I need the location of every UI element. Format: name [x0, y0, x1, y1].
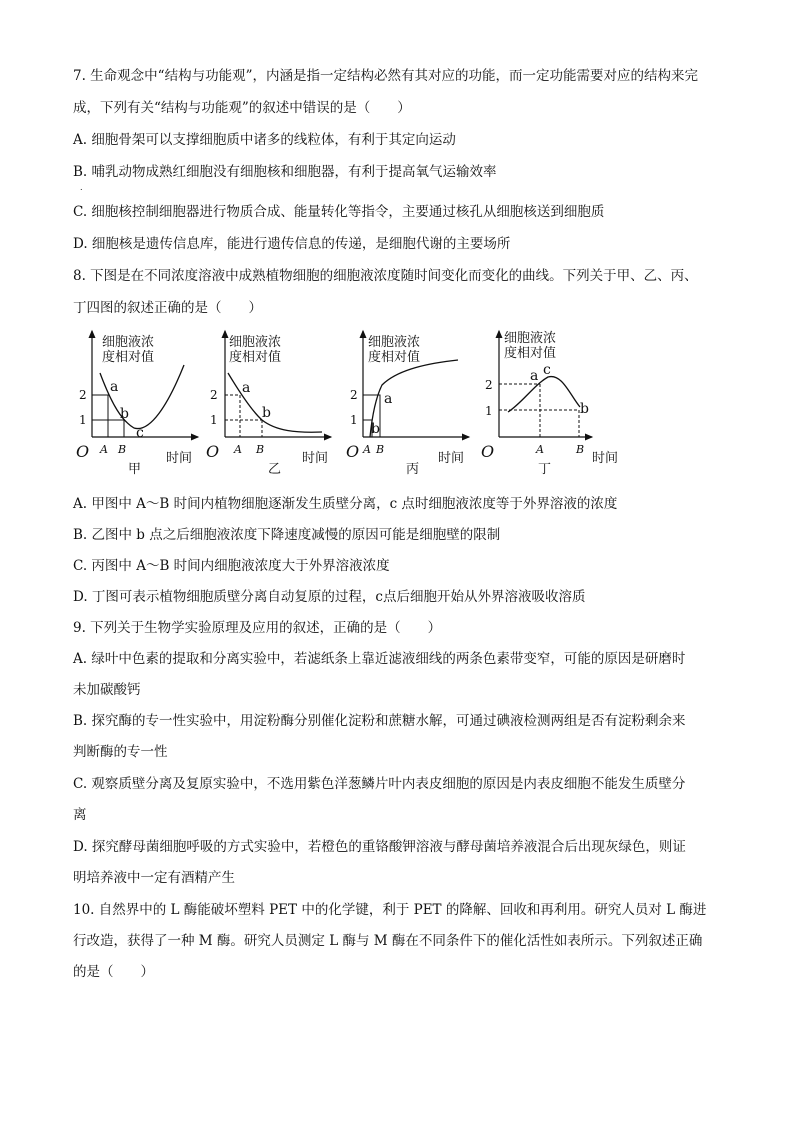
ding-tick-a: A [536, 443, 544, 456]
jia-point-c: c [136, 425, 144, 441]
q7-stem-line1: 7. 生命观念中“结构与功能观”，内涵是指一定结构必然有其对应的功能，而一定功能需要对应的结构来完 [73, 68, 698, 84]
yi-ylabel2: 度相对值 [229, 350, 282, 365]
q8-option-a: A. 甲图中 A～B 时间内植物细胞逐渐发生质壁分离，c 点时细胞液浓度等于外界溶液的浓度 [73, 496, 618, 512]
q9-option-b-line1: B. 探究酶的专一性实验中，用淀粉酶分别催化淀粉和蔗糖水解，可通过碘液检测两组是否有淀粉剩余来 [73, 713, 686, 729]
jia-xlabel: 时间 [166, 451, 193, 466]
q7-option-c: C. 细胞核控制细胞器进行物质合成、能量转化等指令，主要通过核孔从细胞核送到细胞质 [73, 204, 605, 220]
yi-tick-2: 2 [210, 388, 218, 402]
q8-figure [0, 325, 794, 485]
q9-option-c-line2: 离 [73, 807, 87, 823]
jia-ylabel2: 度相对值 [102, 350, 155, 365]
jia-point-b: b [120, 406, 129, 422]
bing-point-a: a [384, 391, 393, 407]
q7-option-a: A. 细胞骨架可以支撑细胞质中诸多的线粒体，有利于其定向运动 [73, 132, 456, 148]
bing-xlabel: 时间 [438, 451, 465, 466]
jia-ylabel1: 细胞液浓 [102, 335, 155, 350]
yi-xlabel: 时间 [302, 451, 329, 466]
graph-bing [346, 331, 469, 477]
q9-option-d-line2: 明培养液中一定有酒精产生 [73, 870, 235, 886]
yi-point-a: a [242, 380, 251, 396]
bing-point-b: b [371, 421, 380, 437]
yi-ylabel1: 细胞液浓 [229, 335, 282, 350]
ding-tick-2: 2 [485, 378, 493, 392]
stray-dot: . [80, 183, 83, 192]
ding-ylabel2: 度相对值 [504, 346, 557, 361]
bing-origin: O [346, 442, 360, 461]
yi-tick-b: B [256, 443, 265, 456]
jia-tick-a: A [100, 443, 108, 456]
ding-ylabel1: 细胞液浓 [504, 331, 557, 346]
q7-option-d: D. 细胞核是遗传信息库，能进行遗传信息的传递，是细胞代谢的主要场所 [73, 236, 511, 252]
ding-xlabel: 时间 [592, 451, 619, 466]
graph-ding [481, 330, 618, 477]
yi-name: 乙 [268, 462, 282, 477]
jia-name: 甲 [128, 462, 142, 477]
q8-option-b: B. 乙图中 b 点之后细胞液浓度下降速度减慢的原因可能是细胞壁的限制 [73, 527, 501, 543]
q7-stem-line2: 成，下列有关“结构与功能观”的叙述中错误的是（ ） [73, 100, 411, 116]
yi-point-b: b [262, 405, 271, 421]
ding-tick-1: 1 [485, 404, 493, 418]
q9-option-d-line1: D. 探究酵母菌细胞呼吸的方式实验中，若橙色的重铬酸钾溶液与酵母菌培养液混合后出现灰绿色，则证 [73, 839, 686, 855]
q10-stem-line3: 的是（ ） [73, 964, 154, 980]
bing-tick-b: B [376, 443, 385, 456]
q10-stem-line2: 行改造，获得了一种 M 酶。研究人员测定 L 酶与 M 酶在不同条件下的催化活性如表所示。下列叙述正确 [73, 933, 703, 949]
bing-tick-a: A [363, 443, 371, 456]
bing-name: 丙 [406, 462, 420, 477]
bing-ylabel2: 度相对值 [368, 350, 421, 365]
jia-origin: O [76, 442, 90, 461]
jia-point-a: a [110, 379, 119, 395]
jia-tick-2: 2 [79, 388, 87, 402]
q8-stem-line2: 丁四图的叙述正确的是（ ） [73, 300, 262, 316]
graph-jia [76, 331, 198, 477]
ding-point-b: b [580, 401, 589, 417]
ding-point-a: a [530, 368, 539, 384]
bing-ylabel1: 细胞液浓 [368, 335, 421, 350]
jia-tick-b: B [118, 443, 127, 456]
yi-tick-1: 1 [210, 413, 218, 427]
q9-option-b-line2: 判断酶的专一性 [73, 744, 168, 760]
ding-point-c: c [543, 362, 551, 378]
graph-yi [206, 331, 331, 477]
yi-origin: O [206, 442, 220, 461]
jia-tick-1: 1 [79, 413, 87, 427]
q10-stem-line1: 10. 自然界中的 L 酶能破坏塑料 PET 中的化学键，利于 PET 的降解、回收和再利用。研究人员对 L 酶进 [73, 902, 707, 918]
q9-stem: 9. 下列关于生物学实验原理及应用的叙述，正确的是（ ） [73, 620, 442, 636]
q9-option-c-line1: C. 观察质壁分离及复原实验中，不选用紫色洋葱鳞片叶内表皮细胞的原因是内表皮细胞不能发生质壁分 [73, 776, 686, 792]
q7-option-b: B. 哺乳动物成熟红细胞没有细胞核和细胞器，有利于提高氧气运输效率 [73, 164, 497, 180]
bing-tick-2: 2 [350, 388, 358, 402]
q8-stem-line1: 8. 下图是在不同浓度溶液中成熟植物细胞的细胞液浓度随时间变化而变化的曲线。下列关于甲、乙、丙、 [73, 268, 698, 284]
q9-option-a-line1: A. 绿叶中色素的提取和分离实验中，若滤纸条上靠近滤液细线的两条色素带变窄，可能的原因是研磨时 [73, 651, 686, 667]
ding-tick-b: B [576, 443, 585, 456]
yi-tick-a: A [234, 443, 242, 456]
q8-option-d: D. 丁图可表示植物细胞质壁分离自动复原的过程，c点后细胞开始从外界溶液吸收溶质 [73, 589, 586, 605]
ding-origin: O [481, 442, 495, 461]
q8-option-c: C. 丙图中 A～B 时间内细胞液浓度大于外界溶液浓度 [73, 558, 390, 574]
q9-option-a-line2: 未加碳酸钙 [73, 682, 141, 698]
ding-name: 丁 [538, 462, 552, 477]
bing-tick-1: 1 [350, 413, 358, 427]
